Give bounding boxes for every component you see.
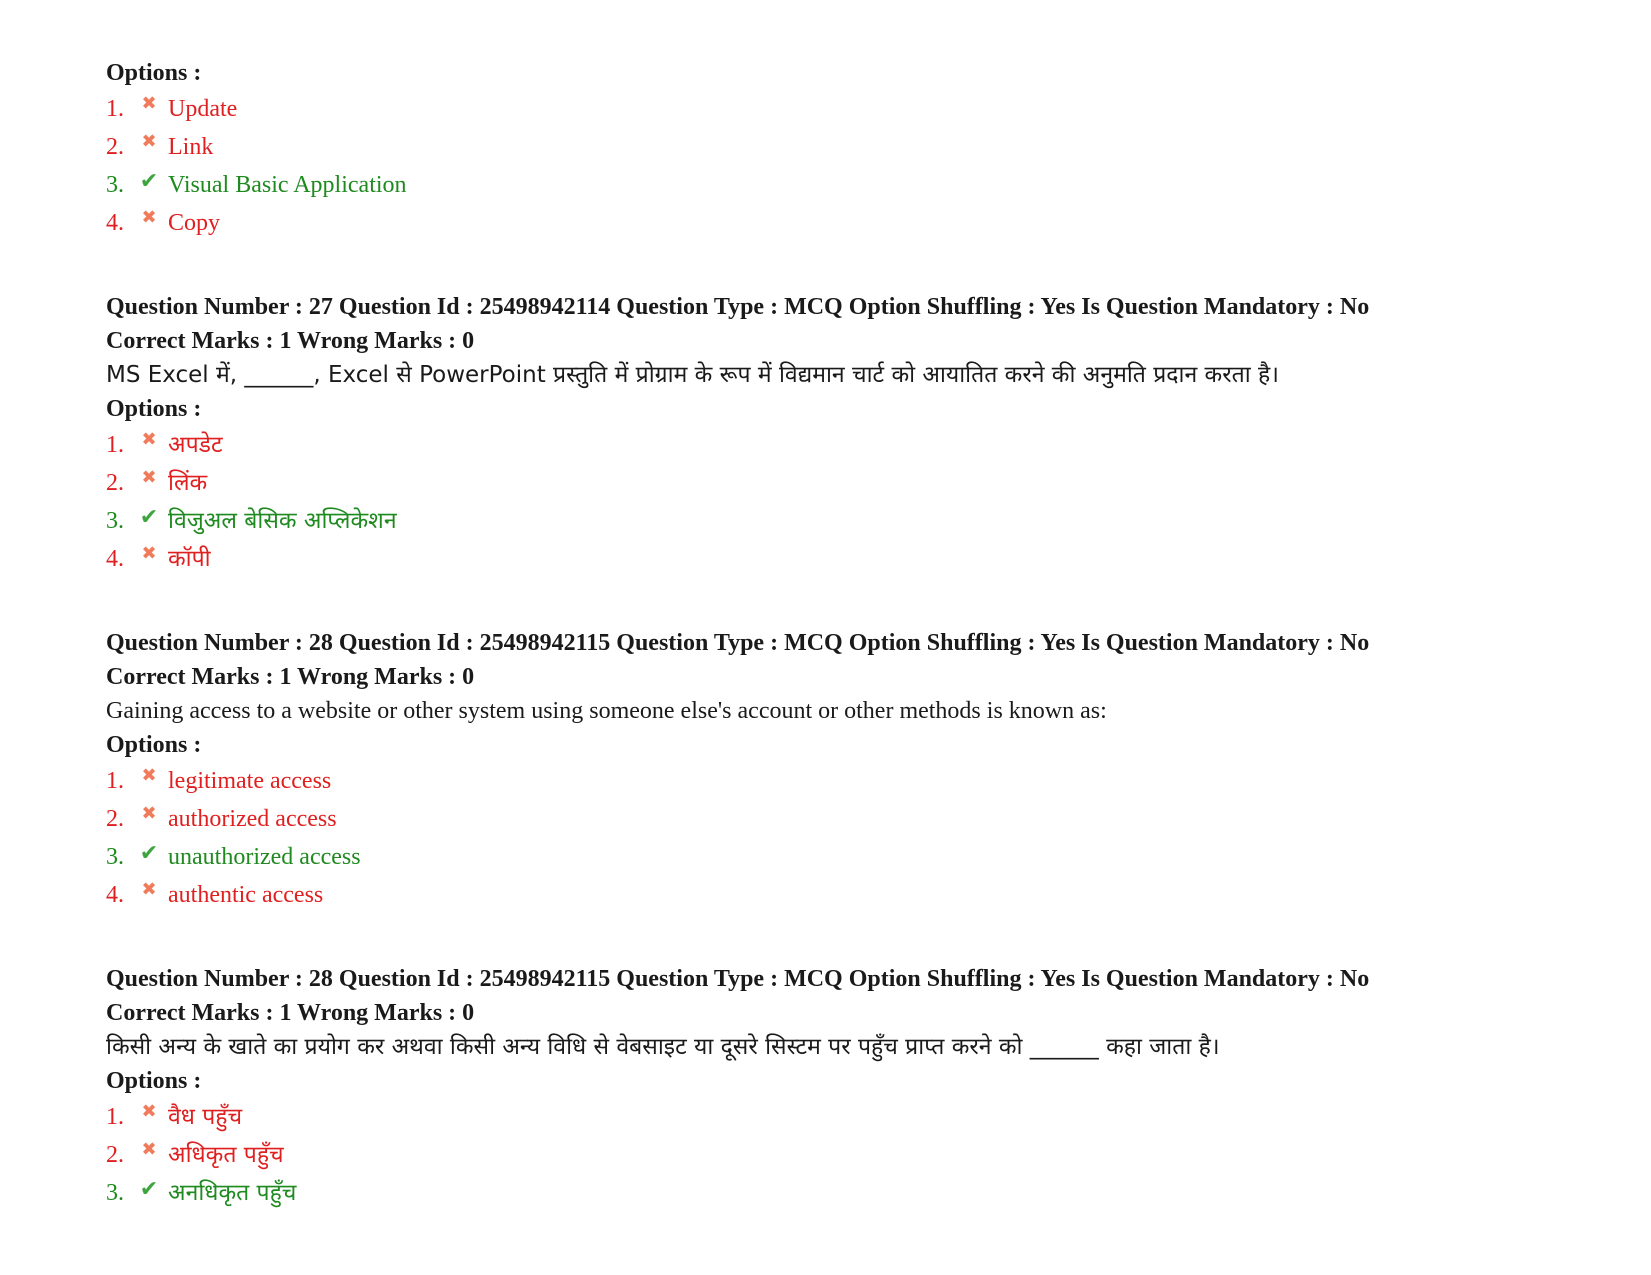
option-number: 4.	[106, 546, 124, 572]
options-label: Options :	[106, 60, 202, 86]
option-item-correct	[106, 166, 1606, 204]
option-item	[106, 128, 1606, 166]
option-number: 1.	[106, 768, 124, 794]
cross-icon: ✖	[141, 467, 157, 487]
option-number: 4.	[106, 210, 124, 236]
option-number: 3.	[106, 508, 124, 534]
question-marks: Correct Marks : 1 Wrong Marks : 0	[106, 328, 475, 354]
option-text: authorized access	[168, 806, 337, 832]
option-text: Update	[168, 96, 238, 122]
cross-icon: ✖	[141, 93, 157, 113]
cross-icon: ✖	[141, 879, 157, 899]
option-text: Visual Basic Application	[168, 172, 407, 198]
option-text: authentic access	[168, 882, 324, 908]
option-number: 1.	[106, 1104, 124, 1130]
option-item-correct	[106, 502, 1606, 540]
check-icon: ✔	[139, 1176, 159, 1201]
option-item	[106, 800, 1606, 838]
cross-icon: ✖	[141, 207, 157, 227]
option-text: वैध पहुँच	[168, 1104, 243, 1130]
question-paper	[106, 56, 1606, 1212]
cross-icon: ✖	[141, 543, 157, 563]
options-label: Options :	[106, 732, 202, 758]
option-number: 1.	[106, 96, 124, 122]
options-label: Options :	[106, 1068, 202, 1094]
option-item-correct	[106, 838, 1606, 876]
option-number: 2.	[106, 1142, 124, 1168]
question-27	[106, 290, 1606, 578]
question-marks: Correct Marks : 1 Wrong Marks : 0	[106, 1000, 475, 1026]
option-number: 4.	[106, 882, 124, 908]
cross-icon: ✖	[141, 1101, 157, 1121]
option-text: अपडेट	[168, 432, 223, 458]
question-text: Gaining access to a website or other system using someone else's account or other methods is known as:	[106, 698, 1107, 724]
option-number: 3.	[106, 844, 124, 870]
cross-icon: ✖	[141, 1139, 157, 1159]
option-item	[106, 762, 1606, 800]
option-number: 3.	[106, 1180, 124, 1206]
option-text: लिंक	[168, 470, 208, 496]
option-item	[106, 876, 1606, 914]
option-text: अनधिकृत पहुँच	[168, 1180, 297, 1206]
option-number: 2.	[106, 134, 124, 160]
option-text: unauthorized access	[168, 844, 361, 870]
option-text: कॉपी	[168, 546, 211, 572]
question-text: MS Excel में, ______, Excel से PowerPoint प्रस्तुति में प्रोग्राम के रूप में विद्यमान चार्ट को आयातित करने की अनुमति प्रदान करता है।	[106, 362, 1279, 388]
option-text: अधिकृत पहुँच	[168, 1142, 284, 1168]
question-marks: Correct Marks : 1 Wrong Marks : 0	[106, 664, 475, 690]
question-28-en	[106, 626, 1606, 914]
question-header: Question Number : 28 Question Id : 25498942115 Question Type : MCQ Option Shuffling : Yes Is Question Mandatory : No	[106, 966, 1370, 992]
check-icon: ✔	[139, 504, 159, 529]
option-item	[106, 1098, 1606, 1136]
option-item	[106, 90, 1606, 128]
check-icon: ✔	[139, 840, 159, 865]
option-number: 2.	[106, 806, 124, 832]
option-text: Link	[168, 134, 214, 160]
cross-icon: ✖	[141, 803, 157, 823]
cross-icon: ✖	[141, 429, 157, 449]
question-26-options	[106, 56, 1606, 242]
option-number: 3.	[106, 172, 124, 198]
cross-icon: ✖	[141, 131, 157, 151]
option-item	[106, 426, 1606, 464]
options-label: Options :	[106, 396, 202, 422]
check-icon: ✔	[139, 168, 159, 193]
option-item	[106, 204, 1606, 242]
option-item	[106, 540, 1606, 578]
question-header: Question Number : 28 Question Id : 25498942115 Question Type : MCQ Option Shuffling : Yes Is Question Mandatory : No	[106, 630, 1370, 656]
question-header: Question Number : 27 Question Id : 25498942114 Question Type : MCQ Option Shuffling : Yes Is Question Mandatory : No	[106, 294, 1370, 320]
cross-icon: ✖	[141, 765, 157, 785]
option-number: 1.	[106, 432, 124, 458]
question-28-hi	[106, 962, 1606, 1212]
option-item	[106, 1136, 1606, 1174]
option-text: विजुअल बेसिक अप्लिकेशन	[168, 508, 397, 534]
option-text: Copy	[168, 210, 221, 236]
option-number: 2.	[106, 470, 124, 496]
question-text: किसी अन्य के खाते का प्रयोग कर अथवा किसी अन्य विधि से वेबसाइट या दूसरे सिस्टम पर पहुँच प्राप्त करने को ______ कहा जाता है।	[106, 1034, 1220, 1060]
option-item-correct	[106, 1174, 1606, 1212]
option-text: legitimate access	[168, 768, 332, 794]
option-item	[106, 464, 1606, 502]
